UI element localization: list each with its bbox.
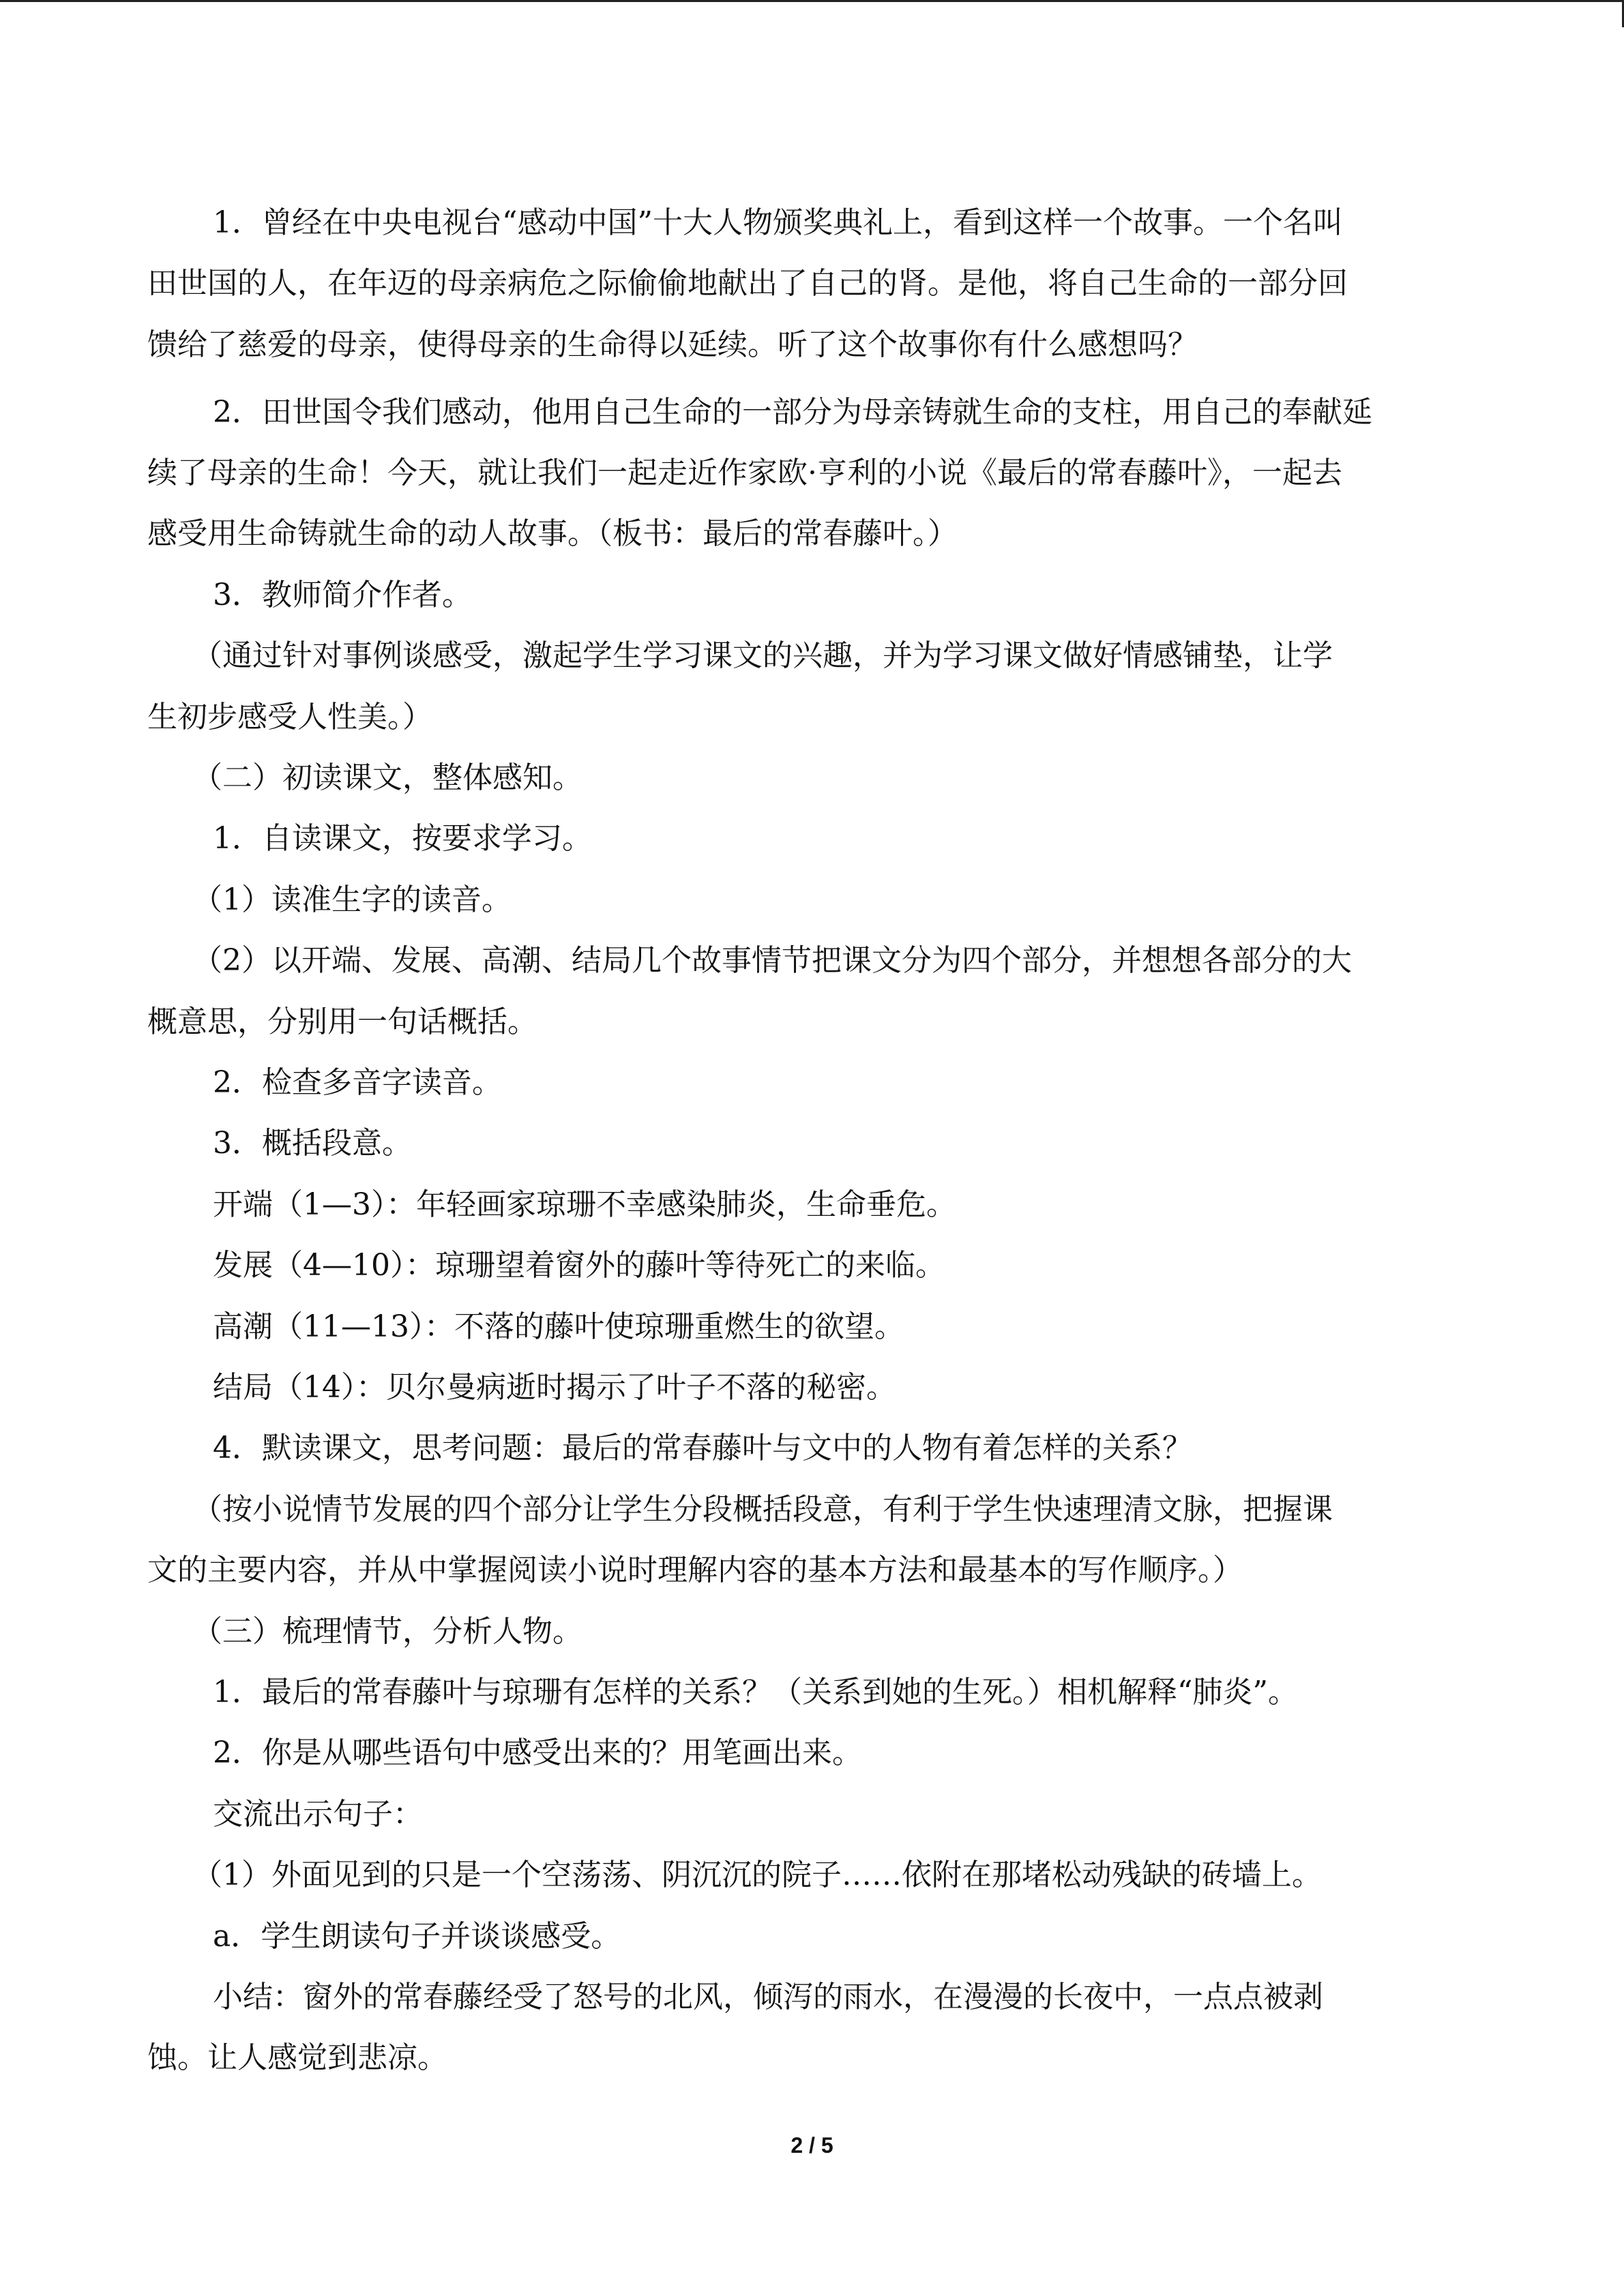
section-heading: （二）初读课文，整体感知。 bbox=[192, 760, 582, 795]
text-line: a．学生朗读句子并谈谈感受。 bbox=[213, 1919, 621, 1954]
text-line: 3．概括段意。 bbox=[213, 1126, 412, 1161]
text-line: （按小说情节发展的四个部分让学生分段概括段意，有利于学生快速理清文脉，把握课 bbox=[192, 1492, 1333, 1527]
text-line: 文的主要内容，并从中掌握阅读小说时理解内容的基本方法和最基本的写作顺序。） bbox=[147, 1553, 1243, 1587]
text-line: 高潮（11—13）：不落的藤叶使琼珊重燃生的欲望。 bbox=[213, 1309, 904, 1344]
text-line: 3．教师简介作者。 bbox=[213, 578, 472, 612]
text-line: 交流出示句子： bbox=[213, 1797, 423, 1832]
text-line: 蚀。让人感觉到悲凉。 bbox=[147, 2040, 447, 2075]
text-line: 感受用生命铸就生命的动人故事。（板书：最后的常春藤叶。） bbox=[147, 516, 958, 551]
text-line: 2．田世国令我们感动，他用自己生命的一部分为母亲铸就生命的支柱，用自己的奉献延 bbox=[213, 395, 1372, 430]
text-line: 1．最后的常春藤叶与琼珊有怎样的关系？（关系到她的生死。）相机解释“肺炎”。 bbox=[213, 1675, 1298, 1710]
text-line: 馈给了慈爱的母亲，使得母亲的生命得以延续。听了这个故事你有什么感想吗？ bbox=[147, 327, 1198, 362]
top-border-line bbox=[0, 0, 1624, 2]
text-line: 1．曾经在中央电视台“感动中国”十大人物颁奖典礼上，看到这样一个故事。一个名叫 bbox=[213, 205, 1343, 240]
page-number: 2 / 5 bbox=[791, 2133, 833, 2158]
text-line: 概意思，分别用一句话概括。 bbox=[147, 1004, 537, 1039]
text-line: 田世国的人，在年迈的母亲病危之际偷偷地献出了自己的肾。是他，将自己生命的一部分回 bbox=[147, 266, 1348, 301]
text-line: （通过针对事例谈感受，激起学生学习课文的兴趣，并为学习课文做好情感铺垫，让学 bbox=[192, 638, 1333, 673]
section-heading: （三）梳理情节，分析人物。 bbox=[192, 1614, 582, 1649]
text-line: 4．默读课文，思考问题：最后的常春藤叶与文中的人物有着怎样的关系？ bbox=[213, 1431, 1192, 1465]
text-line: 2．检查多音字读音。 bbox=[213, 1065, 502, 1100]
text-line: （2）以开端、发展、高潮、结局几个故事情节把课文分为四个部分，并想想各部分的大 bbox=[192, 943, 1352, 978]
text-line: 发展（4—10）：琼珊望着窗外的藤叶等待死亡的来临。 bbox=[213, 1248, 945, 1283]
text-line: 续了母亲的生命！今天，就让我们一起走近作家欧·亨利的小说《最后的常春藤叶》，一起去 bbox=[147, 456, 1342, 490]
text-line: 小结：窗外的常春藤经受了怒号的北风，倾泻的雨水，在漫漫的长夜中，一点点被剥 bbox=[213, 1980, 1323, 2014]
text-line: （1）读准生字的读音。 bbox=[192, 882, 512, 917]
text-line: 结局（14）：贝尔曼病逝时揭示了叶子不落的秘密。 bbox=[213, 1370, 896, 1405]
text-line: 生初步感受人性美。） bbox=[147, 700, 432, 734]
text-line: 2．你是从哪些语句中感受出来的？用笔画出来。 bbox=[213, 1735, 862, 1770]
text-line: 1．自读课文，按要求学习。 bbox=[213, 821, 592, 856]
text-line: （1）外面见到的只是一个空荡荡、阴沉沉的院子……依附在那堵松动残缺的砖墙上。 bbox=[192, 1858, 1322, 1892]
text-line: 开端（1—3）：年轻画家琼珊不幸感染肺炎，生命垂危。 bbox=[213, 1187, 956, 1222]
